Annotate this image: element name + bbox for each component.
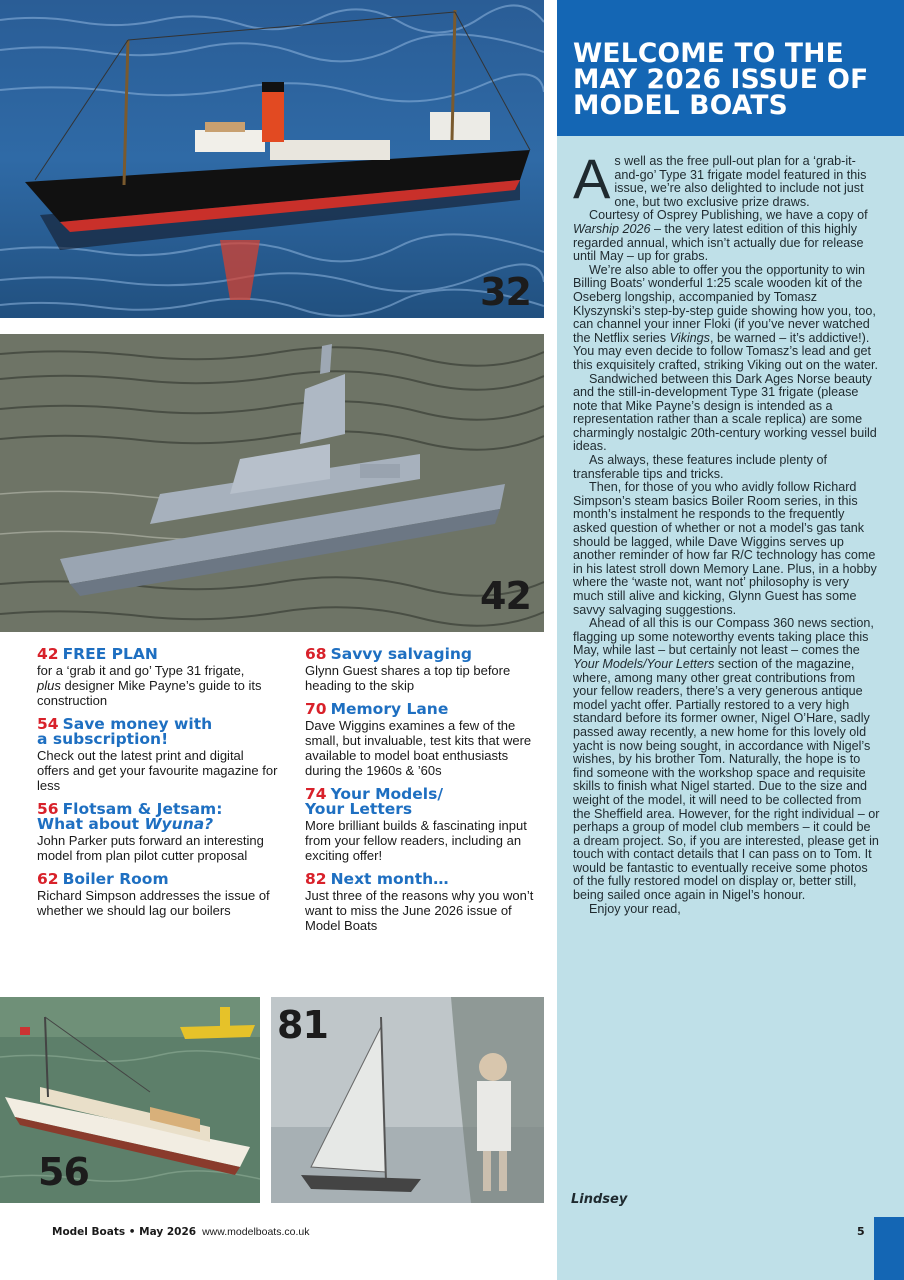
contents-body: John Parker puts forward an interesting model from plan pilot cutter proposal: [37, 833, 264, 863]
contents-item[interactable]: [305, 702, 547, 778]
editorial-body: [573, 147, 881, 916]
motor-yacht-photo: [0, 997, 260, 1203]
contents-right-column: [305, 647, 547, 942]
contents-heading: 42 FREE PLAN: [37, 645, 158, 663]
editorial-sidebar: [557, 0, 904, 1280]
paragraph: Then, for those of you who avidly follow Richard Simpson’s steam basics Boiler Room series, in this month’s instalment he responds to the frequently asked question of whether or not a model’s gas tank should be lagged, while Dave Wiggins serves up another reminder of how far R/C technology has come in his latest stroll down Memory Lane. Plus, in a hobby where the ‘waste not, want not’ philosophy is very much still alive and kicking, Glynn Guest has some savvy salvaging suggestions.: [573, 480, 877, 617]
paragraph: Sandwiched between this Dark Ages Norse beauty and the still-in-development Type 31 frigate (please note that Mike Payne’s design is intended as a representation rather than a scale replica) are some charmingly nostalgic 20th-century working vessel build ideas.: [573, 371, 877, 454]
contents-body: Check out the latest print and digital offers and get your favourite magazine for less: [37, 748, 278, 793]
editorial-header: [557, 0, 904, 136]
page-ref-number: 42: [480, 574, 531, 618]
contents-heading: 82 Next month…: [305, 870, 449, 888]
contents-item[interactable]: [305, 872, 547, 933]
paragraph: Courtesy of Osprey Publishing, we have a copy of Warship 2026 – the very latest edition of this highly regarded annual, which isn’t actually due for release until May – up for grabs.: [573, 208, 868, 264]
magazine-issue: Model Boats • May 2026: [52, 1226, 197, 1238]
vintage-yacht-photo: [271, 997, 544, 1203]
paragraph: We’re also able to offer you the opportunity to win Billing Boats’ wonderful 1:25 scale wooden kit of the Oseberg longship, accompanied by Tomasz Klyszynski’s step-by-step guide showing how you, too, can channel your inner Floki (if you’ve never watched the Netflix series Vikings, be warned – it’s addictive!). You may even decide to follow Tomasz’s lead and get this exquisitely crafted, striking Viking out on the water.: [573, 262, 878, 372]
drop-cap: A: [573, 147, 611, 210]
editor-signature: Lindsey: [571, 1192, 628, 1207]
contents-heading: 56 Flotsam & Jetsam: What about Wyuna?: [37, 800, 223, 833]
frigate-photo: [0, 334, 544, 632]
steamer-photo: [0, 0, 544, 318]
contents-item[interactable]: [305, 647, 547, 693]
page-footer: [52, 1226, 309, 1238]
contents-heading: 62 Boiler Room: [37, 870, 169, 888]
contents-left-column: [37, 647, 279, 927]
contents-item[interactable]: [37, 717, 279, 793]
paragraph: As well as the free pull-out plan for a ‘grab-it-and-go’ Type 31 frigate model featured in this issue, we’re also delighted to include not just one, but two exclusive prize draws.: [573, 147, 867, 210]
contents-heading: 70 Memory Lane: [305, 700, 449, 718]
contents-item[interactable]: [37, 802, 279, 863]
contents-body: Glynn Guest shares a top tip before heading to the skip: [305, 663, 511, 693]
page-edge-tab: [874, 1217, 904, 1280]
contents-body: for a ‘grab it and go’ Type 31 frigate, plus designer Mike Payne’s guide to its construction: [37, 663, 262, 708]
page-ref-number: 56: [38, 1150, 89, 1194]
contents-item[interactable]: [37, 872, 279, 918]
website-link[interactable]: www.modelboats.co.uk: [202, 1226, 310, 1238]
page-ref-number: 81: [277, 1003, 328, 1047]
contents-heading: 74 Your Models/ Your Letters: [305, 785, 443, 818]
contents-body: More brilliant builds & fascinating input from your fellow readers, including an exciting offer!: [305, 818, 527, 863]
editorial-title: WELCOME TO THE MAY 2026 ISSUE OF MODEL BOATS: [573, 38, 869, 121]
contents-heading: 54 Save money with a subscription!: [37, 715, 213, 748]
contents-item[interactable]: [37, 647, 279, 708]
contents-item[interactable]: [305, 787, 547, 863]
contents-body: Richard Simpson addresses the issue of whether we should lag our boilers: [37, 888, 270, 918]
paragraph: As always, these features include plenty of transferable tips and tricks.: [573, 453, 828, 481]
paragraph: Ahead of all this is our Compass 360 news section, flagging up some noteworthy events taking place this May, while last – but certainly not least – comes the Your Models/Your Letters section of the magazine, where, among many other great contributions from your fellow readers, there’s a very generous antique model yacht offer. Partially restored to a very high standard before its former owner, Nigel O’Hare, sadly passed away recently, a new home for this lovely old yacht is now being sought, in accordance with Nigel’s wishes, by his brother Tom. Naturally, the hope is to find someone with the workshop space and requisite skills to finish what Nigel started. Due to the size and weight of the model, it will need to be collected from the Sheffield area. However, for the right individual – or perhaps a group of model club members – it could be a dream project. So, if you are interested, please get in touch with contact details that I can pass on to Tom. It would be fantastic to eventually receive some photos of the fully restored model on display or, better still, being sailed once again in Nigel’s honour.: [573, 616, 880, 903]
contents-heading: 68 Savvy salvaging: [305, 645, 473, 663]
contents-body: Dave Wiggins examines a few of the small, but invaluable, test kits that were available to model boat enthusiasts during the 1960s & ’60s: [305, 718, 532, 778]
contents-body: Just three of the reasons why you won’t want to miss the June 2026 issue of Model Boats: [305, 888, 534, 933]
page-ref-number: 32: [480, 270, 531, 314]
paragraph: Enjoy your read,: [589, 901, 681, 916]
page-number: 5: [857, 1225, 865, 1238]
